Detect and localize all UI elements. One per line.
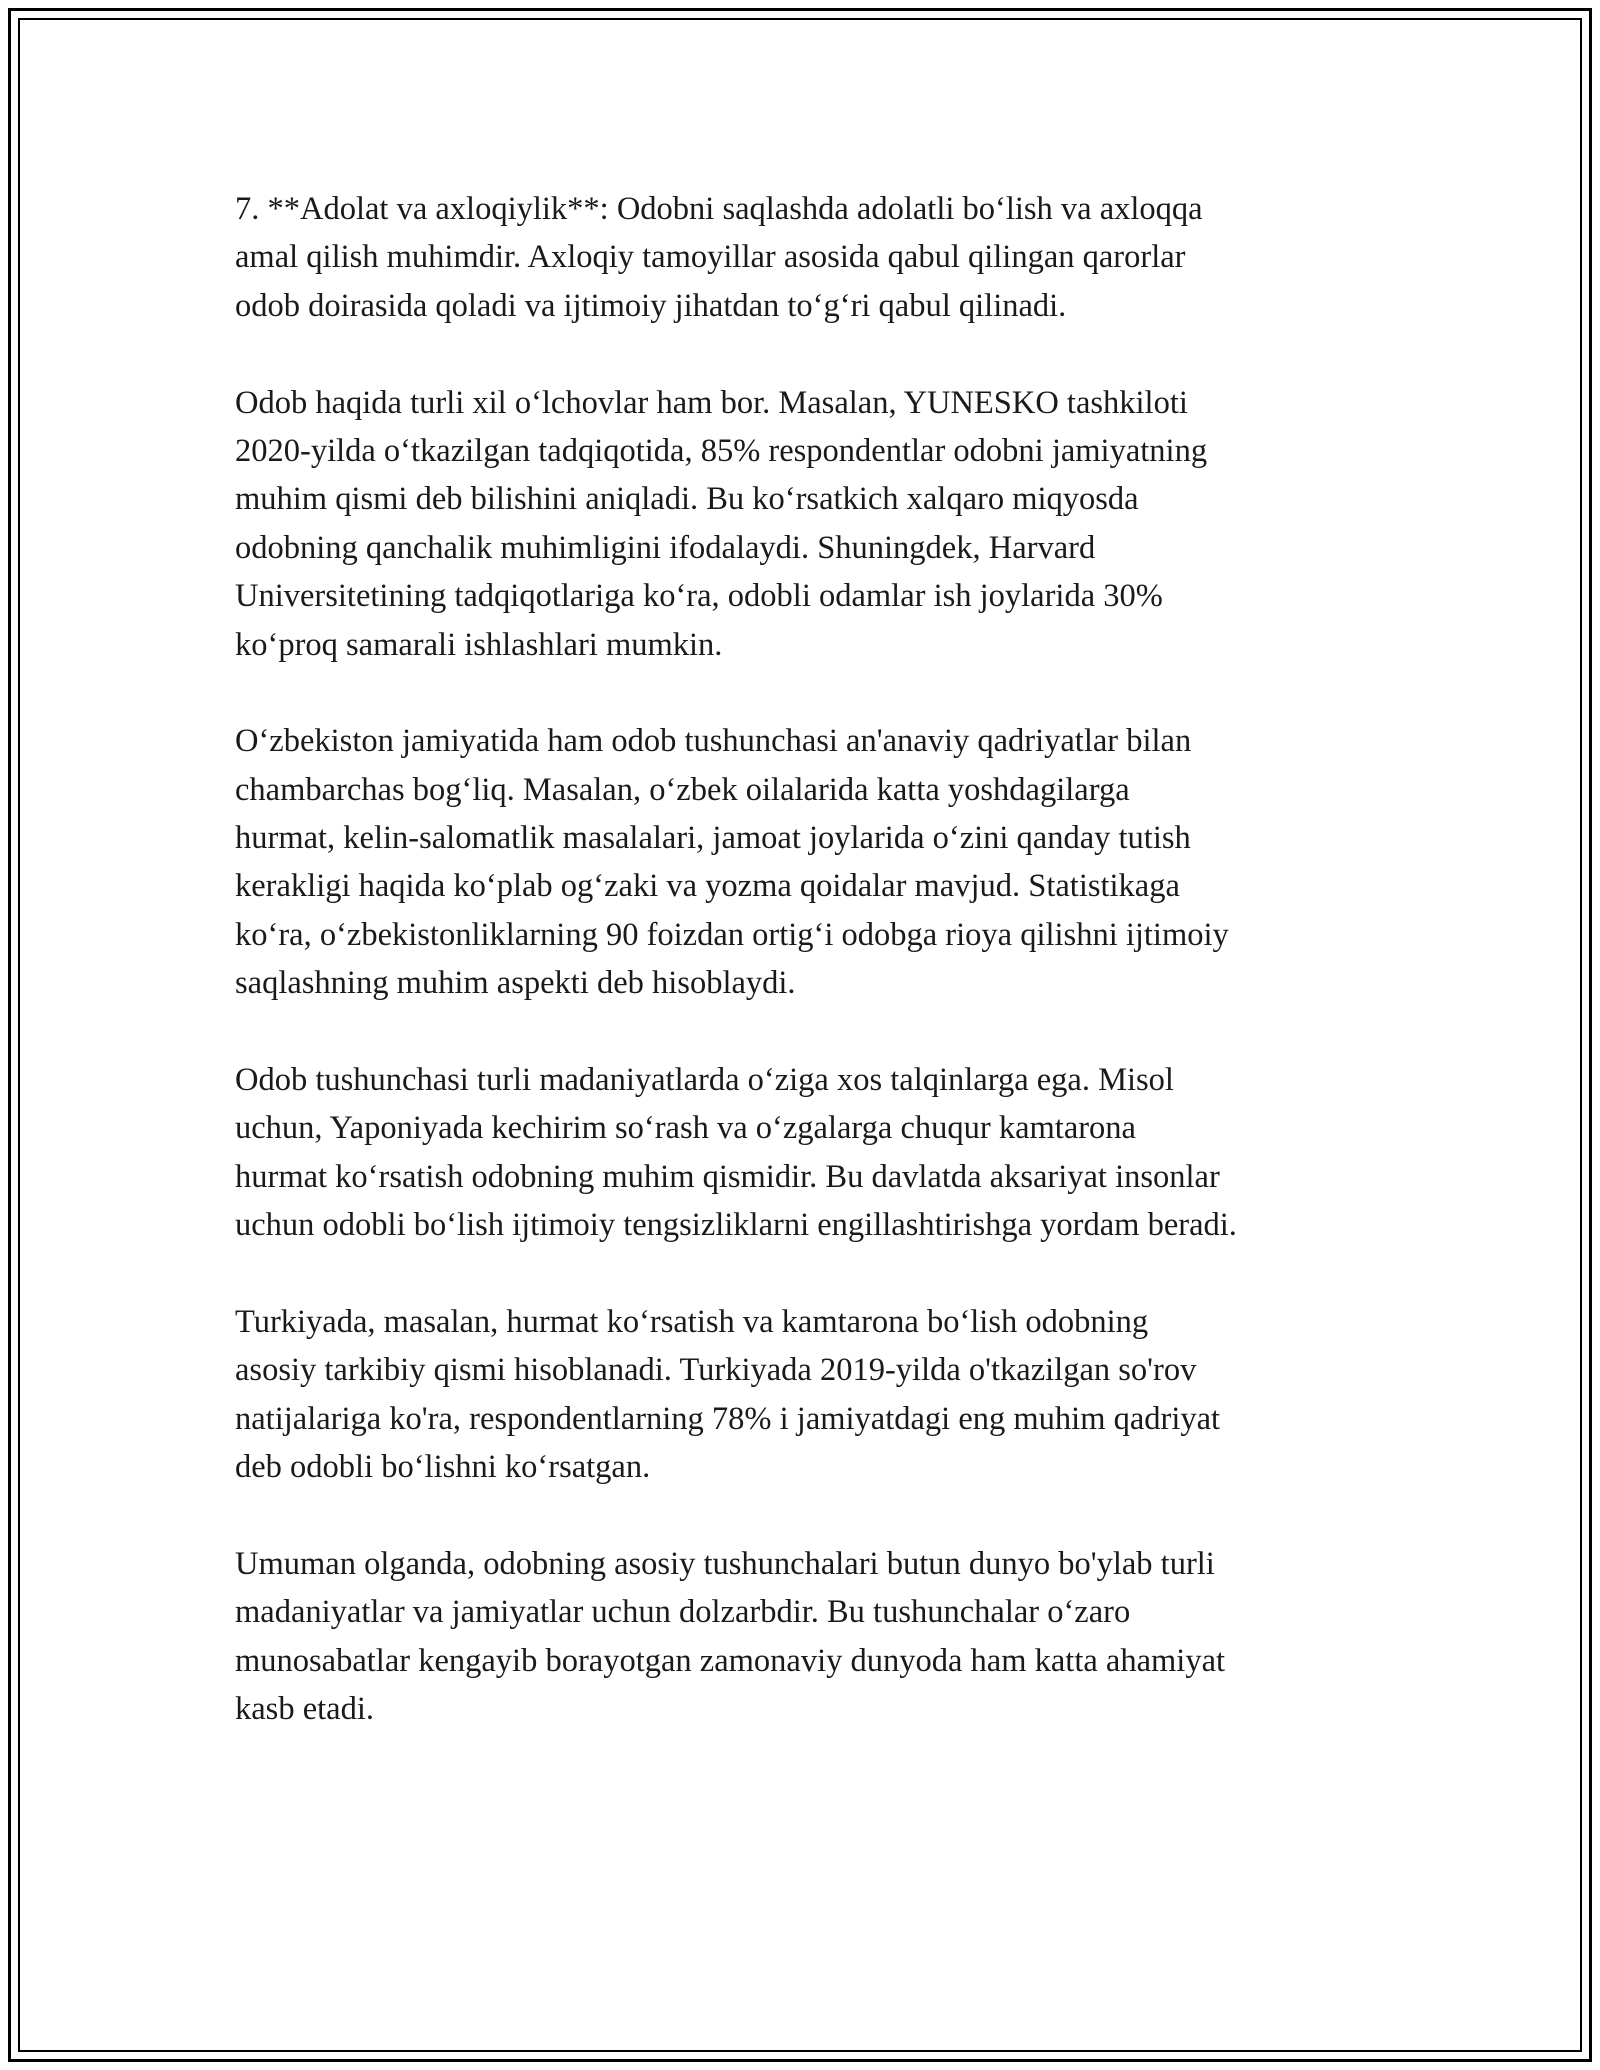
text-line: hurmat, kelin-salomatlik masalalari, jamoat joylarida o‘zini qanday tutish (235, 820, 1191, 857)
text-line: 7. **Adolat va axloqiylik**: Odobni saqlashda adolatli bo‘lish va axloqqa (235, 191, 1203, 227)
text-line: muhim qismi deb bilishini aniqladi. Bu ko‘rsatkich xalqaro miqyosda (235, 481, 1139, 518)
text-line: Odob tushunchasi turli madaniyatlarda o‘ziga xos talqinlarga ega. Misol (235, 1062, 1174, 1099)
text-line: asosiy tarkibiy qismi hisoblanadi. Turkiyada 2019-yilda o'tkazilgan so'rov (235, 1352, 1197, 1389)
text-line: saqlashning muhim aspekti deb hisoblaydi. (235, 965, 796, 1002)
text-line: uchun odobli bo‘lish ijtimoiy tengsizliklarni engillashtirishga yordam beradi. (235, 1207, 1237, 1244)
document-body (235, 185, 1375, 1782)
text-line: Universitetining tadqiqotlariga ko‘ra, odobli odamlar ish joylarida 30% (235, 578, 1163, 615)
text-line: munosabatlar kengayib borayotgan zamonaviy dunyoda ham katta ahamiyat (235, 1642, 1226, 1679)
text-line: kasb etadi. (235, 1691, 374, 1728)
text-line: odob doirasida qoladi va ijtimoiy jihatdan to‘g‘ri qabul qilinadi. (235, 287, 1067, 324)
text-line: 2020-yilda o‘tkazilgan tadqiqotida, 85% respondentlar odobni jamiyatning (235, 432, 1208, 469)
paragraph-adolat-va-axloqiylik (235, 185, 1375, 330)
text-line: deb odobli bo‘lishni ko‘rsatgan. (235, 1449, 651, 1486)
text-line: Turkiyada, masalan, hurmat ko‘rsatish va kamtarona bo‘lish odobning (235, 1303, 1149, 1340)
text-line: uchun, Yaponiyada kechirim so‘rash va o‘zgalarga chuqur kamtarona (235, 1110, 1136, 1147)
paragraph-umuman-olganda (235, 1540, 1375, 1734)
text-line: chambarchas bog‘liq. Masalan, o‘zbek oilalarida katta yoshdagilarga (235, 771, 1130, 808)
text-line: kerakligi haqida ko‘plab og‘zaki va yozma qoidalar mavjud. Statistikaga (235, 868, 1180, 905)
text-line: Odob haqida turli xil o‘lchovlar ham bor. Masalan, YUNESKO tashkiloti (235, 384, 1188, 421)
text-line: natijalariga ko'ra, respondentlarning 78% i jamiyatdagi eng muhim qadriyat (235, 1400, 1221, 1437)
text-line: ko‘proq samarali ishlashlari mumkin. (235, 626, 723, 663)
paragraph-yaponiya (235, 1056, 1375, 1250)
text-line: madaniyatlar va jamiyatlar uchun dolzarbdir. Bu tushunchalar o‘zaro (235, 1594, 1131, 1631)
paragraph-ozbekiston (235, 717, 1375, 1007)
paragraph-turkiya (235, 1298, 1375, 1492)
text-line: odobning qanchalik muhimligini ifodalaydi. Shuningdek, Harvard (235, 529, 1096, 566)
text-line: hurmat ko‘rsatish odobning muhim qismidir. Bu davlatda aksariyat insonlar (235, 1158, 1220, 1195)
text-line: ko‘ra, o‘zbekistonliklarning 90 foizdan ortig‘i odobga rioya qilishni ijtimoiy (235, 916, 1229, 953)
text-line: Umuman olganda, odobning asosiy tushunchalari butun dunyo bo'ylab turli (235, 1545, 1215, 1582)
text-line: O‘zbekiston jamiyatida ham odob tushunchasi an'anaviy qadriyatlar bilan (235, 723, 1192, 760)
text-line: amal qilish muhimdir. Axloqiy tamoyillar asosida qabul qilingan qarorlar (235, 239, 1186, 276)
paragraph-odob-olchovlari (235, 379, 1375, 669)
